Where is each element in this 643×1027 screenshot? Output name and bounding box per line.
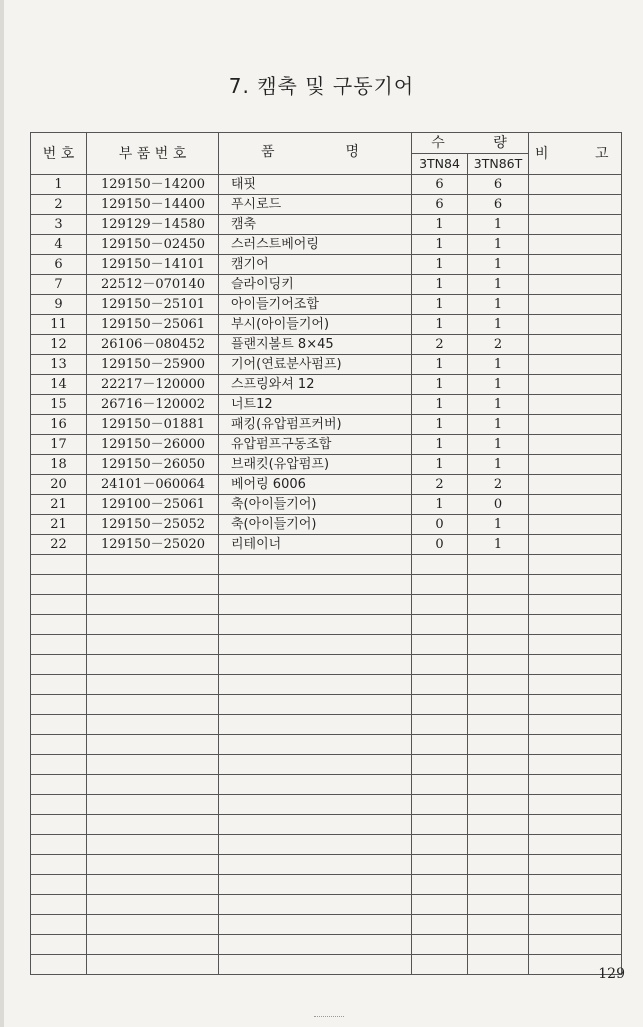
empty-table-row <box>31 855 622 875</box>
row-qty-3tn84: 1 <box>412 255 468 275</box>
row-note <box>529 535 622 555</box>
empty-cell <box>468 815 529 835</box>
row-number: 4 <box>31 235 87 255</box>
empty-cell <box>219 835 412 855</box>
row-note <box>529 415 622 435</box>
empty-cell <box>87 935 219 955</box>
row-qty-3tn84: 1 <box>412 295 468 315</box>
table-row <box>31 495 622 515</box>
empty-cell <box>468 695 529 715</box>
empty-cell <box>87 735 219 755</box>
empty-cell <box>219 955 412 975</box>
empty-cell <box>468 675 529 695</box>
row-number: 22 <box>31 535 87 555</box>
empty-cell <box>412 875 468 895</box>
empty-cell <box>412 655 468 675</box>
row-number: 18 <box>31 455 87 475</box>
page-title: 7. 캠축 및 구동기어 <box>228 74 415 98</box>
empty-cell <box>219 775 412 795</box>
empty-cell <box>219 695 412 715</box>
empty-cell <box>87 815 219 835</box>
row-part-name: 스프링와셔 12 <box>219 375 412 395</box>
table-row <box>31 175 622 195</box>
empty-cell <box>529 575 622 595</box>
table-row <box>31 455 622 475</box>
row-number: 2 <box>31 195 87 215</box>
empty-cell <box>219 735 412 755</box>
empty-table-row <box>31 935 622 955</box>
empty-cell <box>468 795 529 815</box>
empty-cell <box>31 555 87 575</box>
empty-cell <box>31 795 87 815</box>
empty-cell <box>87 675 219 695</box>
row-part-number: 129150－25020 <box>87 535 219 555</box>
row-note <box>529 235 622 255</box>
table-row <box>31 315 622 335</box>
empty-cell <box>529 595 622 615</box>
row-note <box>529 455 622 475</box>
row-qty-3tn86t: 2 <box>468 475 529 495</box>
empty-cell <box>529 775 622 795</box>
header-note-right: 고 <box>595 145 609 162</box>
row-number: 3 <box>31 215 87 235</box>
empty-cell <box>412 815 468 835</box>
row-qty-3tn84: 0 <box>412 535 468 555</box>
empty-cell <box>468 915 529 935</box>
row-qty-3tn86t: 1 <box>468 415 529 435</box>
row-number: 6 <box>31 255 87 275</box>
row-note <box>529 395 622 415</box>
row-qty-3tn86t: 1 <box>468 295 529 315</box>
empty-cell <box>87 955 219 975</box>
empty-cell <box>87 915 219 935</box>
row-part-number: 129129－14580 <box>87 215 219 235</box>
empty-cell <box>31 755 87 775</box>
row-note <box>529 215 622 235</box>
page-number: 129 <box>598 966 625 982</box>
row-part-number: 129150－25052 <box>87 515 219 535</box>
empty-table-row <box>31 775 622 795</box>
empty-table-row <box>31 875 622 895</box>
table-row <box>31 215 622 235</box>
empty-cell <box>412 575 468 595</box>
row-part-name: 스러스트베어링 <box>219 235 412 255</box>
table-row <box>31 515 622 535</box>
row-part-name: 베어링 6006 <box>219 475 412 495</box>
empty-cell <box>468 655 529 675</box>
empty-cell <box>412 675 468 695</box>
empty-cell <box>219 915 412 935</box>
empty-cell <box>529 675 622 695</box>
row-qty-3tn84: 1 <box>412 435 468 455</box>
empty-cell <box>87 835 219 855</box>
empty-cell <box>87 695 219 715</box>
row-note <box>529 315 622 335</box>
empty-cell <box>87 875 219 895</box>
row-note <box>529 175 622 195</box>
empty-cell <box>468 895 529 915</box>
empty-cell <box>31 915 87 935</box>
row-part-name: 너트12 <box>219 395 412 415</box>
empty-cell <box>219 755 412 775</box>
empty-table-row <box>31 735 622 755</box>
row-part-name: 아이들기어조합 <box>219 295 412 315</box>
empty-cell <box>529 635 622 655</box>
row-note <box>529 435 622 455</box>
row-part-number: 129150－14200 <box>87 175 219 195</box>
row-number: 17 <box>31 435 87 455</box>
row-qty-3tn84: 1 <box>412 355 468 375</box>
empty-cell <box>219 875 412 895</box>
row-qty-3tn86t: 6 <box>468 195 529 215</box>
row-qty-3tn84: 6 <box>412 195 468 215</box>
row-qty-3tn86t: 1 <box>468 435 529 455</box>
row-qty-3tn86t: 1 <box>468 255 529 275</box>
row-qty-3tn84: 1 <box>412 375 468 395</box>
row-part-name: 캠축 <box>219 215 412 235</box>
row-note <box>529 195 622 215</box>
table-row <box>31 375 622 395</box>
table-row <box>31 235 622 255</box>
table-row <box>31 195 622 215</box>
empty-table-row <box>31 915 622 935</box>
empty-table-row <box>31 635 622 655</box>
empty-cell <box>468 735 529 755</box>
table-row <box>31 335 622 355</box>
header-model-3tn84: 3TN84 <box>412 154 468 175</box>
row-qty-3tn84: 1 <box>412 315 468 335</box>
row-part-number: 26716－120002 <box>87 395 219 415</box>
empty-cell <box>529 755 622 775</box>
empty-cell <box>31 615 87 635</box>
row-note <box>529 495 622 515</box>
empty-cell <box>87 635 219 655</box>
header-quantity: 수 량 <box>412 133 529 154</box>
empty-cell <box>219 895 412 915</box>
empty-cell <box>529 655 622 675</box>
header-note-left: 비 <box>535 145 549 162</box>
parts-table <box>30 132 622 975</box>
row-note <box>529 275 622 295</box>
empty-cell <box>31 655 87 675</box>
row-qty-3tn86t: 1 <box>468 355 529 375</box>
row-part-name: 플랜지볼트 8×45 <box>219 335 412 355</box>
empty-cell <box>219 555 412 575</box>
row-qty-3tn84: 2 <box>412 335 468 355</box>
empty-cell <box>412 935 468 955</box>
empty-cell <box>529 695 622 715</box>
row-qty-3tn84: 1 <box>412 275 468 295</box>
empty-cell <box>219 675 412 695</box>
empty-cell <box>31 715 87 735</box>
empty-cell <box>31 955 87 975</box>
row-number: 7 <box>31 275 87 295</box>
empty-table-row <box>31 715 622 735</box>
empty-cell <box>412 755 468 775</box>
empty-cell <box>219 615 412 635</box>
row-part-number: 129150－01881 <box>87 415 219 435</box>
empty-cell <box>468 615 529 635</box>
empty-cell <box>31 835 87 855</box>
empty-cell <box>468 855 529 875</box>
empty-cell <box>468 575 529 595</box>
table-row <box>31 255 622 275</box>
empty-cell <box>412 915 468 935</box>
row-qty-3tn86t: 1 <box>468 535 529 555</box>
empty-cell <box>87 575 219 595</box>
bottom-mark <box>314 1016 344 1020</box>
empty-cell <box>412 635 468 655</box>
row-number: 12 <box>31 335 87 355</box>
row-note <box>529 295 622 315</box>
row-qty-3tn84: 1 <box>412 415 468 435</box>
row-part-number: 24101－060064 <box>87 475 219 495</box>
empty-cell <box>468 755 529 775</box>
row-part-name: 브래킷(유압펌프) <box>219 455 412 475</box>
empty-table-row <box>31 895 622 915</box>
row-part-number: 22512－070140 <box>87 275 219 295</box>
row-part-number: 129150－14400 <box>87 195 219 215</box>
empty-cell <box>31 855 87 875</box>
table-row <box>31 355 622 375</box>
empty-cell <box>468 775 529 795</box>
empty-cell <box>219 595 412 615</box>
table-row <box>31 275 622 295</box>
empty-cell <box>468 955 529 975</box>
empty-table-row <box>31 815 622 835</box>
row-number: 11 <box>31 315 87 335</box>
row-part-number: 129150－25061 <box>87 315 219 335</box>
row-part-number: 129150－25101 <box>87 295 219 315</box>
empty-table-row <box>31 795 622 815</box>
empty-cell <box>468 715 529 735</box>
row-part-name: 태핏 <box>219 175 412 195</box>
empty-cell <box>31 595 87 615</box>
empty-cell <box>219 655 412 675</box>
empty-cell <box>87 755 219 775</box>
empty-cell <box>219 815 412 835</box>
row-part-name: 푸시로드 <box>219 195 412 215</box>
empty-cell <box>87 775 219 795</box>
table-row <box>31 415 622 435</box>
empty-cell <box>468 935 529 955</box>
empty-cell <box>87 655 219 675</box>
empty-cell <box>468 595 529 615</box>
row-number: 15 <box>31 395 87 415</box>
empty-cell <box>31 695 87 715</box>
empty-cell <box>412 775 468 795</box>
empty-cell <box>87 615 219 635</box>
empty-cell <box>412 595 468 615</box>
empty-cell <box>31 735 87 755</box>
empty-cell <box>412 855 468 875</box>
row-number: 16 <box>31 415 87 435</box>
empty-cell <box>529 815 622 835</box>
row-number: 20 <box>31 475 87 495</box>
empty-table-row <box>31 695 622 715</box>
row-note <box>529 355 622 375</box>
row-part-name: 기어(연료분사펌프) <box>219 355 412 375</box>
row-qty-3tn84: 1 <box>412 455 468 475</box>
row-part-name: 유압펌프구동조합 <box>219 435 412 455</box>
parts-table-body <box>31 175 622 975</box>
empty-cell <box>87 555 219 575</box>
row-part-number: 26106－080452 <box>87 335 219 355</box>
row-number: 13 <box>31 355 87 375</box>
header-part-name <box>219 133 412 175</box>
empty-cell <box>87 595 219 615</box>
row-qty-3tn84: 1 <box>412 495 468 515</box>
empty-cell <box>412 735 468 755</box>
empty-table-row <box>31 955 622 975</box>
empty-table-row <box>31 675 622 695</box>
empty-table-row <box>31 615 622 635</box>
row-qty-3tn84: 1 <box>412 395 468 415</box>
empty-cell <box>31 815 87 835</box>
empty-cell <box>412 795 468 815</box>
empty-cell <box>87 855 219 875</box>
row-part-number: 129150－26050 <box>87 455 219 475</box>
empty-cell <box>219 575 412 595</box>
empty-cell <box>31 635 87 655</box>
row-note <box>529 475 622 495</box>
row-qty-3tn84: 1 <box>412 215 468 235</box>
row-part-name: 패킹(유압펌프커버) <box>219 415 412 435</box>
empty-cell <box>412 715 468 735</box>
table-row <box>31 435 622 455</box>
header-note <box>529 133 622 175</box>
empty-table-row <box>31 575 622 595</box>
row-note <box>529 335 622 355</box>
empty-cell <box>219 635 412 655</box>
row-part-name: 캠기어 <box>219 255 412 275</box>
header-model-3tn86t: 3TN86T <box>468 154 529 175</box>
empty-cell <box>468 875 529 895</box>
row-number: 21 <box>31 515 87 535</box>
row-qty-3tn86t: 1 <box>468 235 529 255</box>
empty-cell <box>87 795 219 815</box>
empty-cell <box>529 615 622 635</box>
empty-cell <box>87 895 219 915</box>
empty-cell <box>219 715 412 735</box>
row-number: 14 <box>31 375 87 395</box>
row-qty-3tn86t: 1 <box>468 395 529 415</box>
empty-cell <box>529 735 622 755</box>
empty-cell <box>529 915 622 935</box>
row-qty-3tn86t: 1 <box>468 375 529 395</box>
empty-cell <box>87 715 219 735</box>
empty-cell <box>31 675 87 695</box>
empty-cell <box>219 935 412 955</box>
empty-cell <box>31 895 87 915</box>
empty-cell <box>412 895 468 915</box>
empty-cell <box>468 635 529 655</box>
empty-table-row <box>31 595 622 615</box>
empty-cell <box>529 555 622 575</box>
row-qty-3tn86t: 0 <box>468 495 529 515</box>
row-part-name: 부시(아이들기어) <box>219 315 412 335</box>
empty-cell <box>31 875 87 895</box>
header-part-name-left: 품 <box>261 144 275 160</box>
table-row <box>31 295 622 315</box>
empty-cell <box>31 935 87 955</box>
header-part-number: 부 품 번 호 <box>87 133 219 175</box>
row-qty-3tn84: 2 <box>412 475 468 495</box>
row-number: 1 <box>31 175 87 195</box>
empty-cell <box>529 795 622 815</box>
empty-cell <box>468 835 529 855</box>
row-qty-3tn86t: 1 <box>468 455 529 475</box>
empty-cell <box>219 795 412 815</box>
empty-cell <box>529 895 622 915</box>
row-note <box>529 515 622 535</box>
empty-table-row <box>31 755 622 775</box>
empty-cell <box>412 695 468 715</box>
table-row <box>31 395 622 415</box>
empty-cell <box>412 615 468 635</box>
row-note <box>529 375 622 395</box>
empty-cell <box>529 855 622 875</box>
table-row <box>31 475 622 495</box>
row-part-number: 129150－26000 <box>87 435 219 455</box>
row-part-number: 129150－02450 <box>87 235 219 255</box>
empty-cell <box>31 775 87 795</box>
row-qty-3tn86t: 2 <box>468 335 529 355</box>
row-part-name: 축(아이들기어) <box>219 515 412 535</box>
row-part-number: 129100－25061 <box>87 495 219 515</box>
row-part-name: 슬라이딩키 <box>219 275 412 295</box>
row-part-number: 22217－120000 <box>87 375 219 395</box>
row-number: 9 <box>31 295 87 315</box>
row-part-number: 129150－14101 <box>87 255 219 275</box>
page-binding-edge <box>0 0 4 1027</box>
empty-cell <box>31 575 87 595</box>
table-row <box>31 535 622 555</box>
empty-cell <box>529 715 622 735</box>
empty-cell <box>529 935 622 955</box>
row-qty-3tn84: 0 <box>412 515 468 535</box>
empty-table-row <box>31 835 622 855</box>
empty-cell <box>468 555 529 575</box>
row-part-name: 리테이너 <box>219 535 412 555</box>
row-qty-3tn86t: 1 <box>468 215 529 235</box>
row-qty-3tn86t: 1 <box>468 515 529 535</box>
row-qty-3tn86t: 1 <box>468 275 529 295</box>
row-qty-3tn84: 1 <box>412 235 468 255</box>
empty-cell <box>412 555 468 575</box>
empty-table-row <box>31 655 622 675</box>
row-qty-3tn84: 6 <box>412 175 468 195</box>
empty-cell <box>529 835 622 855</box>
row-number: 21 <box>31 495 87 515</box>
empty-table-row <box>31 555 622 575</box>
empty-cell <box>529 875 622 895</box>
row-note <box>529 255 622 275</box>
empty-cell <box>412 835 468 855</box>
row-qty-3tn86t: 1 <box>468 315 529 335</box>
row-part-name: 축(아이들기어) <box>219 495 412 515</box>
header-part-name-right: 명 <box>345 144 359 160</box>
row-qty-3tn86t: 6 <box>468 175 529 195</box>
header-no: 번 호 <box>31 133 87 175</box>
empty-cell <box>412 955 468 975</box>
row-part-number: 129150－25900 <box>87 355 219 375</box>
empty-cell <box>219 855 412 875</box>
